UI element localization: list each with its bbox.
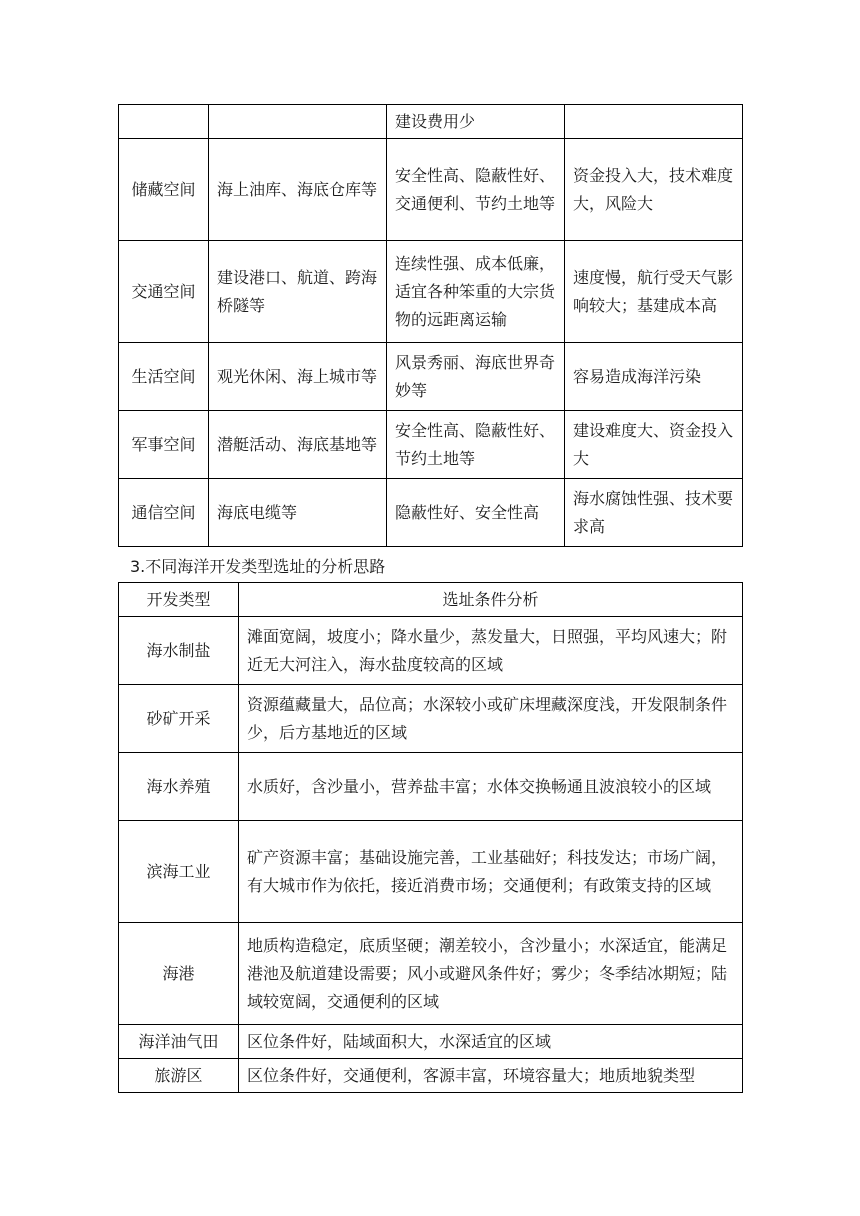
table-cell: 区位条件好，交通便利，客源丰富，环境容量大；地质地貌类型 <box>239 1059 743 1093</box>
table-cell: 建设难度大、资金投入大 <box>565 411 743 479</box>
table-cell: 安全性高、隐蔽性好、节约土地等 <box>387 411 565 479</box>
table-row <box>119 343 743 411</box>
table-row <box>119 411 743 479</box>
table-cell: 水质好，含沙量小，营养盐丰富；水体交换畅通且波浪较小的区域 <box>239 753 743 821</box>
table-cell: 交通空间 <box>119 241 209 343</box>
table-cell: 区位条件好，陆域面积大，水深适宜的区域 <box>239 1025 743 1059</box>
site-selection-table <box>118 582 743 1093</box>
table-cell: 潜艇活动、海底基地等 <box>209 411 387 479</box>
table-cell: 海水腐蚀性强、技术要求高 <box>565 479 743 547</box>
table-cell: 速度慢，航行受天气影响较大；基建成本高 <box>565 241 743 343</box>
table-row <box>119 1025 743 1059</box>
table-cell <box>209 105 387 139</box>
table-cell: 海水养殖 <box>119 753 239 821</box>
table-cell: 建设港口、航道、跨海桥隧等 <box>209 241 387 343</box>
table-cell: 隐蔽性好、安全性高 <box>387 479 565 547</box>
table-cell: 滩面宽阔，坡度小；降水量少，蒸发量大，日照强，平均风速大；附近无大河注入，海水盐度较高的区域 <box>239 617 743 685</box>
table-cell: 资金投入大，技术难度大，风险大 <box>565 139 743 241</box>
column-header: 开发类型 <box>119 583 239 617</box>
table-cell: 资源蕴藏量大，品位高；水深较小或矿床埋藏深度浅，开发限制条件少，后方基地近的区域 <box>239 685 743 753</box>
table-cell: 海港 <box>119 923 239 1025</box>
table-cell: 海上油库、海底仓库等 <box>209 139 387 241</box>
table-cell: 矿产资源丰富；基础设施完善，工业基础好；科技发达；市场广阔，有大城市作为依托，接近消费市场；交通便利；有政策支持的区域 <box>239 821 743 923</box>
table-row <box>119 139 743 241</box>
table-cell <box>119 105 209 139</box>
table-row <box>119 753 743 821</box>
table-row <box>119 105 743 139</box>
table-row <box>119 685 743 753</box>
table-cell: 建设费用少 <box>387 105 565 139</box>
table-cell <box>565 105 743 139</box>
table-cell: 砂矿开采 <box>119 685 239 753</box>
table-row <box>119 1059 743 1093</box>
column-header: 选址条件分析 <box>239 583 743 617</box>
table-cell: 海洋油气田 <box>119 1025 239 1059</box>
table-cell: 安全性高、隐蔽性好、交通便利、节约土地等 <box>387 139 565 241</box>
table-cell: 地质构造稳定，底质坚硬；潮差较小，含沙量小；水深适宜，能满足港池及航道建设需要；风小或避风条件好；雾少；冬季结冰期短；陆域较宽阔，交通便利的区域 <box>239 923 743 1025</box>
table-cell: 海水制盐 <box>119 617 239 685</box>
table-cell: 旅游区 <box>119 1059 239 1093</box>
table-row <box>119 821 743 923</box>
table-row <box>119 479 743 547</box>
table-row <box>119 617 743 685</box>
table-header-row <box>119 583 743 617</box>
table-row <box>119 923 743 1025</box>
table-cell: 海底电缆等 <box>209 479 387 547</box>
table-cell: 连续性强、成本低廉，适宜各种笨重的大宗货物的远距离运输 <box>387 241 565 343</box>
section-heading: 3.不同海洋开发类型选址的分析思路 <box>130 557 386 576</box>
table-cell: 容易造成海洋污染 <box>565 343 743 411</box>
ocean-space-table <box>118 104 743 547</box>
table-cell: 观光休闲、海上城市等 <box>209 343 387 411</box>
table-row <box>119 241 743 343</box>
table-cell: 风景秀丽、海底世界奇妙等 <box>387 343 565 411</box>
table-cell: 生活空间 <box>119 343 209 411</box>
table-cell: 储藏空间 <box>119 139 209 241</box>
table-cell: 滨海工业 <box>119 821 239 923</box>
table-cell: 通信空间 <box>119 479 209 547</box>
table-cell: 军事空间 <box>119 411 209 479</box>
